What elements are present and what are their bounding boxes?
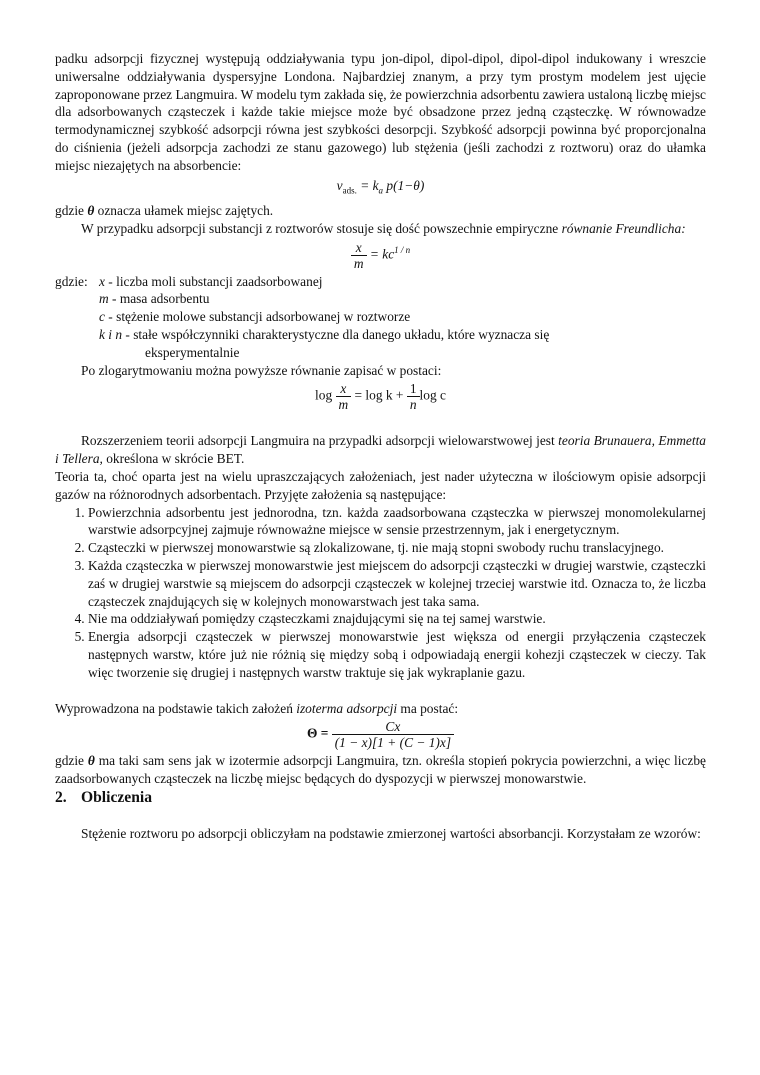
eq2-exp: 1 / n — [394, 244, 411, 255]
equation-freundlich — [55, 240, 706, 271]
def-c-sym: c — [99, 309, 105, 325]
defs-label: gdzie: — [55, 273, 88, 289]
eq2-num: x — [351, 240, 367, 256]
izoterma-em: izoterma adsorpcji — [296, 700, 398, 716]
eq3-num: x — [336, 381, 352, 397]
spacer-3 — [55, 807, 706, 825]
variable-definitions — [55, 273, 706, 362]
eq1-v: v — [336, 177, 343, 193]
eq3-den: m — [338, 397, 349, 413]
eq3-end: log c — [419, 388, 446, 403]
theta-para-prefix: gdzie — [55, 753, 88, 769]
def-row-kn — [55, 326, 706, 344]
def-c — [99, 308, 706, 326]
def-row-m — [55, 290, 706, 308]
final-paragraph: Stężenie roztworu po adsorpcji obliczyłam na podstawie zmierzonej wartości absorbancji. Korzystałam ze wzorów: — [81, 825, 701, 841]
equation-log — [55, 381, 706, 412]
def-x-text: - liczba moli substancji zaadsorbowanej — [104, 273, 323, 289]
def-m-lab — [55, 290, 99, 308]
theta-prefix: gdzie — [55, 203, 88, 219]
paragraph-langmuir: padku adsorpcji fizycznej występują oddziaływania typu jon-dipol, dipol-dipol, dipol-dipol indukowany i wreszcie uniwersalne oddziaływania dyspersyjne Londona. Najbardziej znanym, a przy tym prostym modelem jest ujęcie zaproponowane przez Langmuira. W modelu tym zakłada się, że powierzchnia adsorbentu zawiera ustaloną liczbę miejsc dla adsorbowanych cząsteczek i każde takie miejsce może być obsadzone przez jedną cząsteczkę. W równowadze termodynamicznej szybkość adsorpcji równa jest szybkości desorpcji. Szybkość adsorpcji powinna być proporcjonalna do ciśnienia (jeżeli adsorpcja zachodzi ze stanu gazowego) lub stężenia (jeśli zachodzi z roztworu) oraz do ułamka miejsc niezajętych na absorbencie: — [55, 51, 706, 173]
def-kn — [99, 326, 706, 344]
document-page — [55, 50, 706, 843]
izoterma-intro — [55, 700, 706, 718]
eq1-sub: ads. — [342, 185, 357, 196]
section-heading — [55, 789, 706, 807]
def-m-text: - masa adsorbentu — [108, 291, 210, 307]
izoterma-text: Wyprowadzona na podstawie takich założeń — [55, 700, 297, 716]
eq2-rhs: = kc — [366, 246, 395, 262]
list-item: 5. Energia adsorpcji cząsteczek w pierwszej monowarstwie jest większa od energii przyłączenia cząsteczek następnych warstw, które już nie różnią się między sobą i odpowiadają energii kohezji cząsteczek w cieczy. Tak więc tworzenie się drugiej i następnych warstw traktuje się jak wykraplanie gazu. — [88, 628, 706, 681]
bet-intro-text: Rozszerzeniem teorii adsorpcji Langmuira na przypadki adsorpcji wielowarstwowej jest — [81, 433, 559, 449]
def-c-text: - stężenie molowe substancji adsorbowanej w roztworze — [104, 309, 411, 325]
eq3-den2: n — [409, 397, 417, 413]
assumptions-list — [55, 504, 706, 682]
eq3-log1: log — [315, 388, 336, 403]
theta-para-symbol: θ — [87, 753, 95, 769]
def-kn-lab — [55, 326, 99, 344]
eq3-fraction1 — [336, 381, 352, 412]
eq2-fraction — [351, 240, 367, 271]
def-m-sym: m — [99, 291, 109, 307]
def-m — [99, 290, 706, 308]
eq4-fraction — [332, 719, 454, 750]
eq4-den: (1 − x)[1 + (C − 1)x] — [334, 735, 452, 751]
section-number: 2. — [55, 788, 67, 806]
list-item: 3. Każda cząsteczka w pierwszej monowarstwie jest miejscem do adsorpcji cząsteczki w drugiej warstwie, cząsteczki zaś w drugiej warstwie są miejscem do adsorpcji cząsteczek w kolejnej trzeciej warstwie itd. Oznacza to, że liczba cząsteczek znajdujących się w kolejnych monowarstwach jest taka sama. — [88, 557, 706, 610]
def-row-c — [55, 308, 706, 326]
theta-para-text: ma taki sam sens jak w izotermie adsorpcji Langmuira, tzn. określa stopień pokrycia powierzchni, a więc liczbę zaadsorbowanych cząsteczek na liczbę miejsc będących do dyspozycji w pierwszej monowarstwie. — [55, 753, 706, 787]
log-intro: Po zlogarytmowaniu można powyższe równanie zapisać w postaci: — [81, 362, 442, 378]
eq4-lhs: Θ = — [306, 725, 332, 741]
eq3-fraction2 — [407, 381, 420, 412]
def-kn-sym: k i n — [99, 327, 123, 343]
bet-intro-tail: określona w skrócie BET. — [102, 451, 245, 467]
def-c-lab — [55, 308, 99, 326]
eq1-rest: = k — [356, 177, 379, 193]
section-title: Obliczenia — [81, 788, 153, 806]
spacer-1 — [55, 414, 706, 432]
eq1-tail: p(1−θ) — [383, 177, 425, 193]
theta-symbol: θ — [87, 203, 95, 219]
bet-intro-em: teoria Brunauera, Emmetta i Tellera, — [55, 433, 706, 467]
def-x-sym: x — [99, 273, 105, 289]
eq3-num2: 1 — [407, 381, 420, 397]
eq4-num: Cx — [332, 719, 454, 735]
equation-adsorption-rate — [55, 177, 706, 200]
eq3-mid: = log k + — [351, 388, 407, 403]
list-item: 4. Nie ma oddziaływań pomiędzy cząsteczkami znajdującymi się na tej samej warstwie. — [88, 610, 706, 628]
def-kn-text: - stałe współczynniki charakterystyczne dla danego układu, które wyznacza się — [122, 327, 550, 343]
freundlich-intro — [55, 220, 706, 238]
eq1-ka-sub: a — [378, 185, 384, 196]
theta-paragraph — [55, 752, 706, 788]
theta-suffix: oznacza ułamek miejsc zajętych. — [94, 203, 274, 219]
spacer-2 — [55, 682, 706, 700]
equation-bet — [55, 719, 706, 750]
def-row-x — [55, 273, 706, 291]
izoterma-tail: ma postać: — [397, 700, 459, 716]
bet-paragraph: Teoria ta, choć oparta jest na wielu upraszczających założeniach, jest nader użyteczna w ilościowym opisie adsorpcji gazów na różnorodnych adsorbentach. Przyjęte założenia są następujące: — [55, 469, 706, 502]
theta-definition — [55, 202, 706, 220]
eq2-den: m — [353, 255, 364, 271]
freundlich-em: równanie Freundlicha: — [561, 220, 686, 236]
def-x — [99, 273, 706, 291]
list-item: 2. Cząsteczki w pierwszej monowarstwie są zlokalizowane, tj. nie mają stopni swobody ruchu translacyjnego. — [88, 539, 706, 557]
def-kn-cont: eksperymentalnie — [145, 344, 240, 360]
freundlich-text: W przypadku adsorpcji substancji z roztworów stosuje się dość powszechnie empiryczne — [81, 220, 562, 236]
bet-intro — [55, 432, 706, 468]
list-item: 1. Powierzchnia adsorbentu jest jednorodna, tzn. każda zaadsorbowana cząsteczka w pierwszej monomolekularnej warstwie adsorpcyjnej zajmuje równoważne miejsce w sensie przestrzennym, jak i energetycznym. — [88, 504, 706, 540]
